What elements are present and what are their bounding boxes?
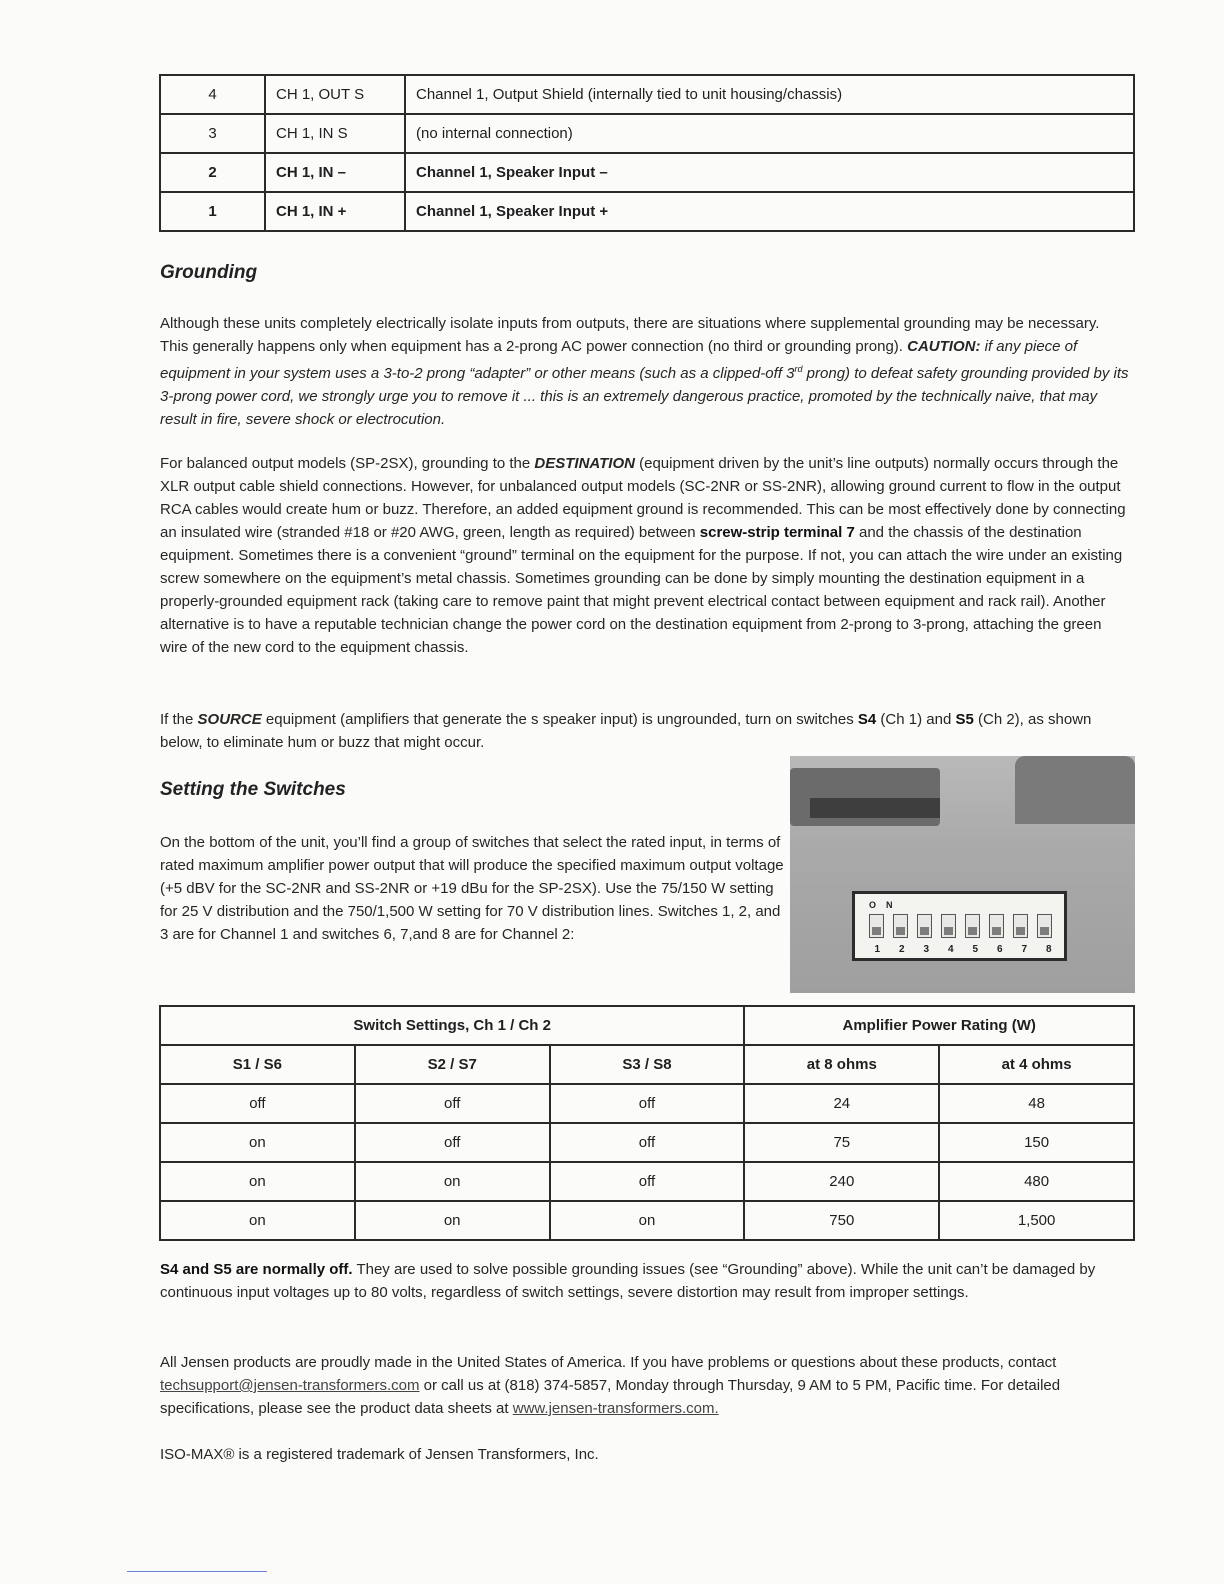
switch-settings-header: Switch Settings, Ch 1 / Ch 2 [160,1006,744,1045]
destination-paragraph: For balanced output models (SP-2SX), grounding to the DESTINATION (equipment driven by the unit’s line outputs) normally occurs through the XLR output cable shield connections. However, for unbalanced output models (SC-2NR or SS-2NR), allowing ground current to flow in the output RCA cables would create hum or buzz. Therefore, an added equipment ground is recommended. This can be most effectively done by connecting an insulated wire (stranded #18 or #20 AWG, green, length as required) between screw-strip terminal 7 and the chassis of the destination equipment. Sometimes there is a convenient “ground” terminal on the equipment for the purpose. If not, you can attach the wire under an existing screw somewhere on the equipment’s metal chassis. Sometimes grounding can be done by simply mounting the destination equipment in a properly-grounded equipment rack (taking care to remove paint that might prevent electrical contact between equipment and rack rail). Another alternative is to have a reputable technician change the power cord on the destination equipment from 2-prong to 3-prong, attaching the green wire of the new cord to the equipment chassis. [160,455,1126,656]
pin-row [160,153,1134,192]
table-cell: on [550,1201,745,1240]
pin-row [160,192,1134,231]
dip-switch [917,914,932,938]
source-paragraph: If the SOURCE equipment (amplifiers that generate the s speaker input) is ungrounded, turn on switches S4 (Ch 1) and S5 (Ch 2), as shown below, to eliminate hum or buzz that might occur. [160,711,1092,751]
table-cell: off [550,1162,745,1201]
pin-pin-cell: CH 1, OUT S [265,75,405,114]
table-cell: 24 [744,1084,939,1123]
pin-row [160,75,1134,114]
col-header: at 8 ohms [744,1045,939,1084]
dip-switch [965,914,980,938]
pin-desc-cell: (no internal connection) [405,114,1134,153]
table-cell: 75 [744,1123,939,1162]
table-cell: off [160,1084,355,1123]
dip-switch-photo [790,756,1135,993]
table-cell: on [355,1201,550,1240]
table-cell: on [160,1201,355,1240]
col-header: S1 / S6 [160,1045,355,1084]
grounding-heading: Grounding [160,262,258,283]
pin-pin-cell: CH 1, IN + [265,192,405,231]
bottom-rule [127,1571,267,1572]
pin-desc-cell: Channel 1, Speaker Input + [405,192,1134,231]
dip-switch [1013,914,1028,938]
dip-switch [1037,914,1052,938]
col-header: S3 / S8 [550,1045,745,1084]
pin-pin-cell: CH 1, IN S [265,114,405,153]
trademark-note: ISO-MAX® is a registered trademark of Jensen Transformers, Inc. [160,1446,599,1463]
on-label: ON [869,900,903,910]
table-cell: 1,500 [939,1201,1134,1240]
website-link[interactable]: www.jensen-transformers.com. [512,1400,719,1417]
table-cell: 750 [744,1201,939,1240]
table-cell: off [355,1084,550,1123]
dip-switch [989,914,1004,938]
support-email-link[interactable]: techsupport@jensen-transformers.com [160,1377,420,1394]
col-header: S2 / S7 [355,1045,550,1084]
table-cell: 150 [939,1123,1134,1162]
table-cell: on [160,1162,355,1201]
switches-paragraph: On the bottom of the unit, you’ll find a group of switches that select the rated input, in terms of rated maximum amplifier power output that will produce the specified maximum output voltage (+5 dBV for the SC-2NR and SS-2NR or +19 dBu for the SP-2SX). Use the 75/150 W setting for 25 V distribution and the 750/1,500 W setting for 70 V distribution lines. Switches 1, 2, and 3 are for Channel 1 and switches 6, 7,and 8 are for Channel 2: [160,834,784,943]
col-header: at 4 ohms [939,1045,1134,1084]
table-cell: 480 [939,1162,1134,1201]
pin-desc-cell: Channel 1, Speaker Input – [405,153,1134,192]
table-cell: 48 [939,1084,1134,1123]
table-cell: 240 [744,1162,939,1201]
dip-switch [941,914,956,938]
dip-switch [893,914,908,938]
pin-num-cell: 3 [160,114,265,153]
pin-desc-cell: Channel 1, Output Shield (internally tied to unit housing/chassis) [405,75,1134,114]
table-cell: off [355,1123,550,1162]
pin-row [160,114,1134,153]
table-cell: off [550,1123,745,1162]
pin-num-cell: 4 [160,75,265,114]
pin-pin-cell: CH 1, IN – [265,153,405,192]
table-row [160,1162,1134,1201]
table-cell: off [550,1084,745,1123]
dip-switch-numbers: 1 2 3 4 5 6 7 8 [874,944,1052,955]
dip-switch [869,914,884,938]
table-row [160,1201,1134,1240]
power-rating-header: Amplifier Power Rating (W) [744,1006,1134,1045]
pin-num-cell: 2 [160,153,265,192]
s4-s5-note: S4 and S5 are normally off. They are used to solve possible grounding issues (see “Grounding” above). While the unit can’t be damaged by continuous input voltages up to 80 volts, regardless of switch settings, severe distortion may result from improper settings. [160,1261,1096,1301]
switch-settings-table [159,1005,1135,1241]
table-cell: on [355,1162,550,1201]
pin-table [159,74,1135,232]
grounding-caution-paragraph: Although these units completely electrically isolate inputs from outputs, there are situations where supplemental grounding may be necessary. This generally happens only when equipment has a 2-prong AC power connection (no third or grounding prong). CAUTION: if any piece of equipment in your system uses a 3-to-2 prong “adapter” or other means (such as a clipped-off 3rd prong) to defeat safety grounding provided by its 3-prong power cord, we strongly urge you to remove it ... this is an extremely dangerous practice, promoted by the technically naive, that may result in fire, severe shock or electrocution. [160,315,1129,428]
switches-heading: Setting the Switches [160,779,346,800]
table-cell: on [160,1123,355,1162]
table-row [160,1084,1134,1123]
contact-paragraph: All Jensen products are proudly made in the United States of America. If you have problems or questions about these products, contact techsupport@jensen-transformers.com or call us at (818) 374-5857, Monday through Thursday, 9 AM to 5 PM, Pacific time. For detailed specifications, please see the product data sheets at www.jensen-transformers.com. [160,1354,1061,1417]
dip-switch-block [852,891,1067,961]
pin-num-cell: 1 [160,192,265,231]
table-row [160,1123,1134,1162]
